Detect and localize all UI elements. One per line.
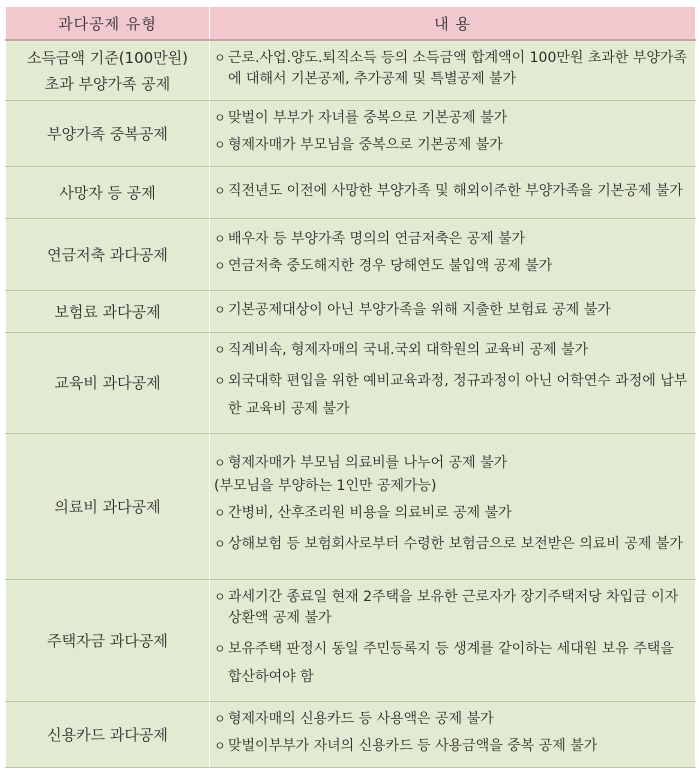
deduction-type-cell <box>6 40 210 101</box>
bullet-icon: ㅇ <box>214 712 226 726</box>
table-row <box>6 167 696 219</box>
bullet-icon: ㅇ <box>214 138 226 152</box>
content-item: 직계비속, 형제자매의 국내.국외 대학원의 교육비 공제 불가 <box>228 342 589 358</box>
bullet-icon: ㅇ <box>214 111 226 125</box>
content-item: 상해보험 등 보험회사로부터 수령한 보험금으로 보전받은 의료비 공제 불가 <box>228 535 683 552</box>
content-item: 보유주택 판정시 동일 주민등록지 등 생계를 같이하는 세대원 보유 주택을 합산하여야 함 <box>228 641 674 685</box>
content-item: 형제자매가 부모님을 중복으로 기본공제 불가 <box>228 137 503 153</box>
deduction-content-cell <box>210 219 696 291</box>
bullet-icon: ㅇ <box>214 302 226 317</box>
deduction-type-cell <box>6 219 210 291</box>
deduction-type-label: 보험료 과다공제 <box>54 302 161 321</box>
deduction-content-cell <box>210 434 696 580</box>
excess-deduction-table <box>5 6 696 768</box>
deduction-type-label: 초과 부양가족 공제 <box>44 74 171 93</box>
deduction-type-cell <box>6 167 210 219</box>
bullet-icon: ㅇ <box>214 739 226 753</box>
deduction-content-cell <box>210 333 696 434</box>
table-row <box>6 219 696 291</box>
table-row <box>6 580 696 702</box>
table-row <box>6 291 696 333</box>
deduction-type-cell <box>6 580 210 702</box>
content-item: 직전년도 이전에 사망한 부양가족 및 해외이주한 부양가족을 기본공제 불가 <box>228 182 683 199</box>
deduction-type-label: 교육비 과다공제 <box>54 374 161 392</box>
bullet-icon: ㅇ <box>214 232 226 246</box>
bullet-icon: ㅇ <box>214 505 226 520</box>
content-item: 맞벌이부부가 자녀의 신용카드 등 사용금액을 중복 공제 불가 <box>228 738 598 754</box>
deduction-type-label: 의료비 과다공제 <box>54 497 161 516</box>
deduction-type-cell <box>6 291 210 333</box>
bullet-icon: ㅇ <box>214 642 226 656</box>
table-row <box>6 434 696 580</box>
content-item: 과세기간 종료일 현재 2주택을 보유한 근로자가 장기주택저당 차입금 이자상환액 공제 불가 <box>228 589 679 626</box>
bullet-icon: ㅇ <box>214 183 226 198</box>
content-item: 배우자 등 부양가족 명의의 연금저축은 공제 불가 <box>228 231 526 247</box>
table-row <box>6 101 696 167</box>
deduction-type-label: 부양가족 중복공제 <box>47 124 168 143</box>
bullet-icon: ㅇ <box>214 536 226 551</box>
deduction-type-label: 사망자 등 공제 <box>59 183 156 202</box>
content-note: (부모님을 부양하는 1인만 공제가능) <box>214 477 437 494</box>
bullet-icon: ㅇ <box>214 455 226 470</box>
table-row <box>6 333 696 434</box>
table-row <box>6 40 696 101</box>
bullet-icon: ㅇ <box>214 343 226 357</box>
deduction-type-cell <box>6 101 210 167</box>
deduction-type-cell <box>6 333 210 434</box>
content-item: 맞벌이 부부가 자녀를 중복으로 기본공제 불가 <box>228 110 508 126</box>
bullet-icon: ㅇ <box>214 259 226 273</box>
bullet-icon: ㅇ <box>214 590 226 604</box>
content-item: 형제자매가 부모님 의료비를 나누어 공제 불가 <box>228 454 508 471</box>
deduction-content-cell <box>210 291 696 333</box>
deduction-type-label: 연금저축 과다공제 <box>47 245 168 264</box>
bullet-icon: ㅇ <box>214 51 226 65</box>
content-item: 외국대학 편입을 위한 예비교육과정, 정규과정이 아닌 어학연수 과정에 납부한 교육비 공제 불가 <box>228 373 688 417</box>
content-item: 기본공제대상이 아닌 부양가족을 위해 지출한 보험료 공제 불가 <box>228 301 611 318</box>
header-type: 과다공제 유형 <box>6 7 210 41</box>
deduction-content-cell <box>210 101 696 167</box>
content-item: 연금저축 중도해지한 경우 당해연도 불입액 공제 불가 <box>228 258 553 274</box>
deduction-content-cell <box>210 167 696 219</box>
bullet-icon: ㅇ <box>214 374 226 388</box>
table-row <box>6 702 696 768</box>
deduction-content-cell <box>210 702 696 768</box>
deduction-type-label: 소득금액 기준(100만원) <box>26 48 189 67</box>
content-item: 형제자매의 신용카드 등 사용액은 공제 불가 <box>228 711 494 727</box>
header-content: 내 용 <box>210 7 696 41</box>
content-item: 근로.사업.양도.퇴직소득 등의 소득금액 합계액이 100만원 초과한 부양가족에 대해서 기본공제, 추가공제 및 특별공제 불가 <box>228 50 687 87</box>
content-item: 간병비, 산후조리원 비용을 의료비로 공제 불가 <box>228 504 512 521</box>
deduction-content-cell <box>210 40 696 101</box>
deduction-content-cell <box>210 580 696 702</box>
table-header-row <box>6 7 696 41</box>
deduction-type-label: 신용카드 과다공제 <box>47 725 168 744</box>
deduction-type-label: 주택자금 과다공제 <box>47 631 168 650</box>
deduction-type-cell <box>6 434 210 580</box>
deduction-type-cell <box>6 702 210 768</box>
